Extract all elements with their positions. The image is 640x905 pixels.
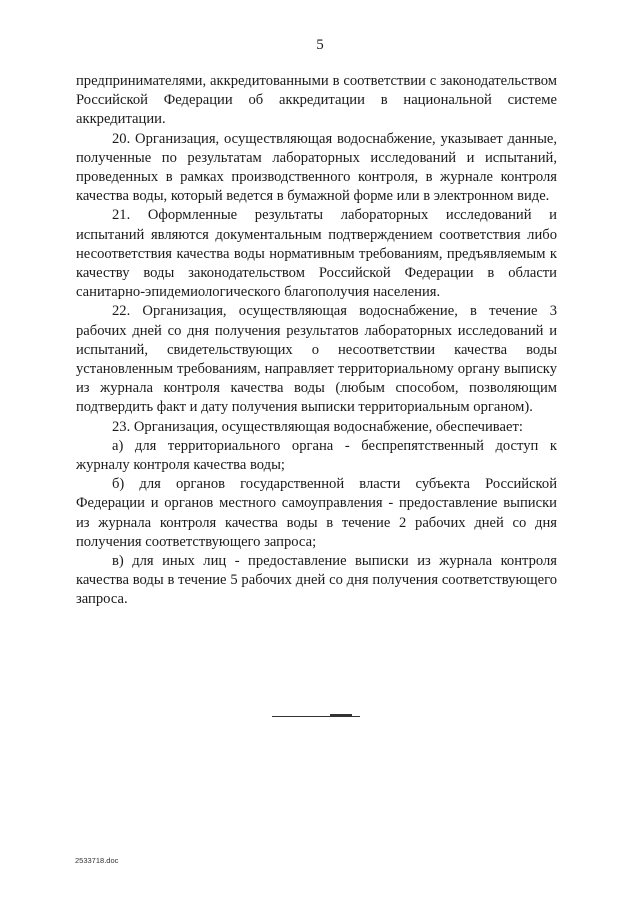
paragraph-23-c: в) для иных лиц - предоставление выписки из журнала контроля качества воды в течение 5 рабочих дней со дня получения соответствующего запроса. [76,553,557,608]
paragraph-23: 23. Организация, осуществляющая водоснабжение, обеспечивает: [112,418,523,435]
footer-document-code: 2533718.doc [75,856,119,865]
paragraph-21: 21. Оформленные результаты лабораторных исследований и испытаний являются документальным подтверждением соответствия либо несоответствия качества воды нормативным требованиям, предъявляемым к качеству воды законодательством Российской Федерации в области санитарно-эпидемиологического благополучия населения. [76,207,557,301]
paragraph-continuation: предпринимателями, аккредитованными в соответствии с законодательством Российской Федерации об аккредитации в национальной системе аккредитации. [76,73,557,128]
page-number: 5 [316,37,324,53]
end-of-text-rule-mark [330,714,352,716]
paragraph-23-b: б) для органов государственной власти субъекта Российской Федерации и органов местного самоуправления - предоставление выписки из журнала контроля качества воды в течение 2 рабочих дней со дня получения соответствующего запроса; [76,476,557,550]
paragraph-23-a: а) для территориального органа - беспрепятственный доступ к журналу контроля качества воды; [76,437,557,474]
paragraph-20: 20. Организация, осуществляющая водоснабжение, указывает данные, полученные по результатам лабораторных исследований и испытаний, проведенных в рамках производственного контроля, в журнале контроля качества воды, который ведется в бумажной форме или в электронном виде. [76,130,557,205]
paragraph-22: 22. Организация, осуществляющая водоснабжение, в течение 3 рабочих дней со дня получения результатов лабораторных исследований и испытаний, свидетельствующих о несоответствии качества воды установленным требованиям, направляет территориальному органу выписку из журнала контроля качества воды (любым способом, позволяющим подтвердить факт и дату получения выписки территориальным органом). [76,303,557,416]
document-body [76,72,557,610]
end-of-text-rule [272,716,360,717]
